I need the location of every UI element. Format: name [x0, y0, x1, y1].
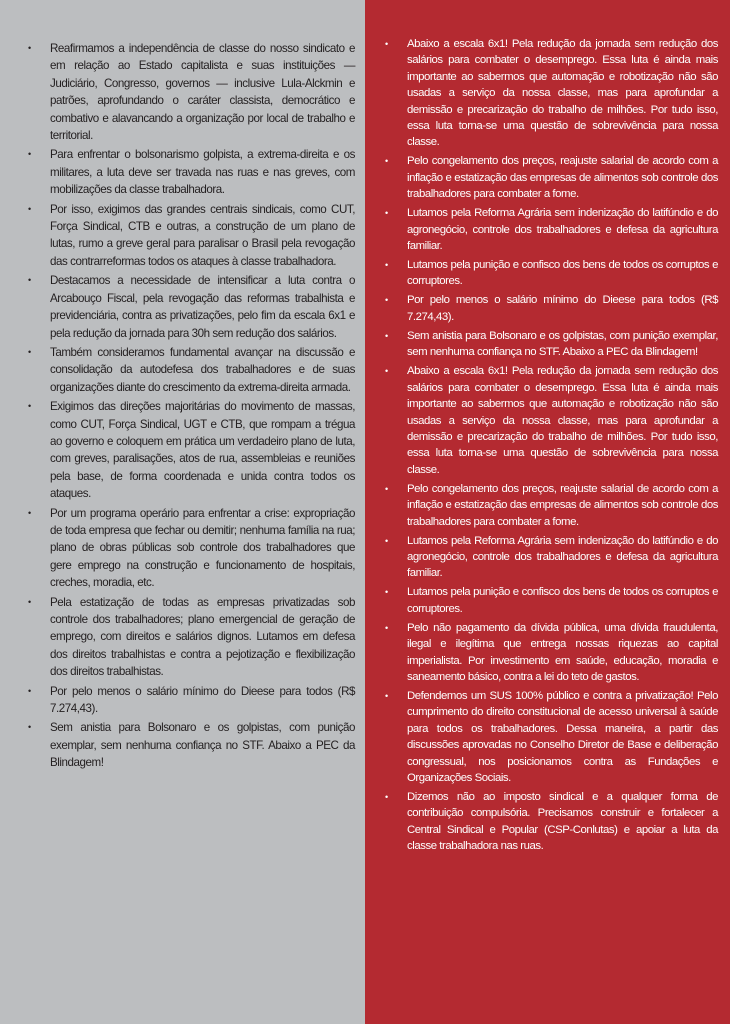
- right-item-text: Por pelo menos o salário mínimo do Dieese para todos (R$ 7.274,43).: [407, 294, 718, 323]
- left-item-text: Por isso, exigimos das grandes centrais sindicais, como CUT, Força Sindical, CTB e outras, a construção de um plano de lutas, rumo a greve geral para paralisar o Brasil pela revogação das contrarreformas todos os ataques à classe trabalhadora.: [50, 202, 355, 268]
- left-item-text: Pela estatização de todas as empresas privatizadas sob controle dos trabalhadores; plano emergencial de geração de emprego, com direitos e salários dignos. Lutamos em defesa dos direitos trabalhistas e contra a pejotização e flexibilização dos direitos trabalhistas.: [50, 595, 355, 679]
- right-item-text: Abaixo a escala 6x1! Pela redução da jornada sem redução dos salários para combater o desemprego. Essa luta é ainda mais importante ao sabermos que automação e robotização não são usadas a serviço da nossa classe, mas para aprofundar a demissão e precarização do trabalho de milhões. Por tudo isso, essa luta torna-se uma questão de sobrevivência para nossa classe.: [407, 365, 718, 476]
- right-bullet-list: [381, 36, 718, 855]
- left-list-item: [24, 201, 355, 271]
- right-list-item: [381, 620, 718, 686]
- left-list-item: [24, 683, 355, 718]
- bullet-icon: •: [385, 39, 388, 49]
- bullet-icon: •: [28, 346, 31, 357]
- right-list-item: [381, 205, 718, 254]
- bullet-icon: •: [385, 366, 388, 377]
- bullet-icon: •: [385, 156, 388, 167]
- bullet-icon: •: [385, 295, 388, 306]
- bullet-icon: •: [385, 587, 388, 598]
- left-item-text: Sem anistia para Bolsonaro e os golpistas, com punição exemplar, sem nenhuma confiança no STF. Abaixo a PEC da Blindagem!: [50, 721, 355, 770]
- right-list-item: [381, 533, 718, 582]
- right-list-item: [381, 153, 718, 202]
- left-item-text: Reafirmamos a independência de classe do nosso sindicato e em relação ao Estado capitalista e suas instituições — Judiciário, Congresso, governos — inclusive Lula-Alckmin e patrões, aprofundando o caráter classista, democrático e combativo e alavancando a organização por local de trabalho e territorial.: [50, 42, 355, 143]
- right-item-text: Pelo não pagamento da dívida pública, uma dívida fraudulenta, ilegal e ilegítima que entrega nossas riquezas ao capital imperialista. Por investimento em saúde, educação, moradia e saneamento básico, contra a lei do teto de gastos.: [407, 621, 718, 683]
- left-list-item: [24, 146, 355, 198]
- bullet-icon: •: [385, 622, 388, 633]
- right-item-text: Abaixo a escala 6x1! Pela redução da jornada sem redução dos salários para combater o desemprego. Essa luta é ainda mais importante ao sabermos que automação e robotização não são usadas a serviço da nossa classe, mas para aprofundar a demissão e precarização do trabalho de milhões. Por tudo isso, essa luta torna-se uma questão de sobrevivência para nossa classe.: [407, 38, 718, 149]
- right-item-text: Defendemos um SUS 100% público e contra a privatização! Pelo cumprimento do direito constitucional de acesso universal à saúde para todos os trabalhadores. Dessa maneira, a partir das discussões aprovadas no Conselho Diretor de Base e deliberação congressual, nos posicionamos contra as Fundações e Organizações Sociais.: [407, 689, 718, 784]
- bullet-icon: •: [28, 507, 31, 518]
- bullet-icon: •: [385, 330, 388, 341]
- right-list-item: [381, 36, 718, 151]
- right-item-text: Lutamos pela punição e confisco dos bens de todos os corruptos e corruptores.: [407, 259, 718, 288]
- right-item-text: Dizemos não ao imposto sindical e a qualquer forma de contribuição compulsória. Precisamos construir e fortalecer a Central Sindical e Popular (CSP-Conlutas) e apoiar a luta da classe trabalhadora nas ruas.: [407, 791, 718, 853]
- bullet-icon: •: [385, 483, 388, 494]
- right-list-item: [381, 363, 718, 478]
- left-list-item: [24, 344, 355, 396]
- right-list-item: [381, 481, 718, 530]
- right-list-item: [381, 292, 718, 325]
- left-item-text: Destacamos a necessidade de intensificar a luta contra o Arcabouço Fiscal, pela revogação das reformas trabalhista e previdenciária, contra as privatizações, pelo fim da escala 6x1 e pela redução da jornada para 30h sem redução dos salários.: [50, 274, 355, 340]
- left-bullet-list: [24, 40, 355, 772]
- left-item-text: Também consideramos fundamental avançar na discussão e consolidação da autodefesa dos trabalhadores e de suas organizações diante do crescimento da extrema-direita armada.: [50, 345, 355, 394]
- right-list-item: [381, 257, 718, 290]
- right-list-item: [381, 789, 718, 855]
- bullet-icon: •: [28, 596, 31, 607]
- left-item-text: Por pelo menos o salário mínimo do Dieese para todos (R$ 7.274,43).: [50, 684, 355, 716]
- right-column: [365, 0, 730, 1024]
- right-item-text: Lutamos pela punição e confisco dos bens de todos os corruptos e corruptores.: [407, 586, 718, 615]
- left-item-text: Exigimos das direções majoritárias do movimento de massas, como CUT, Força Sindical, UGT e CTB, que rompam a trégua ao governo e coloquem em prática um verdadeiro plano de luta, com greves, paralisações, atos de rua, assembleias e reuniões pela base, de forma coordenada e unida contra todos os ataques.: [50, 400, 355, 501]
- left-list-item: [24, 719, 355, 771]
- bullet-icon: •: [385, 260, 388, 271]
- right-item-text: Pelo congelamento dos preços, reajuste salarial de acordo com a inflação e estatização das empresas de alimentos sob controle dos trabalhadores para combater a fome.: [407, 155, 718, 201]
- bullet-icon: •: [28, 722, 31, 733]
- bullet-icon: •: [385, 535, 388, 546]
- right-item-text: Lutamos pela Reforma Agrária sem indenização do latifúndio e do agronegócio, controle dos trabalhadores e defesa da agricultura familiar.: [407, 534, 718, 580]
- right-item-text: Lutamos pela Reforma Agrária sem indenização do latifúndio e do agronegócio, controle dos trabalhadores e defesa da agricultura familiar.: [407, 207, 718, 253]
- right-list-item: [381, 328, 718, 361]
- bullet-icon: •: [28, 275, 31, 286]
- right-item-text: Pelo congelamento dos preços, reajuste salarial de acordo com a inflação e estatização das empresas de alimentos sob controle dos trabalhadores para combater a fome.: [407, 482, 718, 528]
- left-list-item: [24, 40, 355, 144]
- bullet-icon: •: [28, 685, 31, 696]
- left-list-item: [24, 594, 355, 681]
- bullet-icon: •: [28, 203, 31, 214]
- right-list-item: [381, 584, 718, 617]
- bullet-icon: •: [385, 690, 388, 701]
- bullet-icon: •: [28, 43, 31, 53]
- right-list-item: [381, 688, 718, 786]
- left-list-item: [24, 272, 355, 342]
- bullet-icon: •: [385, 208, 388, 219]
- left-list-item: [24, 398, 355, 502]
- right-item-text: Sem anistia para Bolsonaro e os golpistas, com punição exemplar, sem nenhuma confiança no STF. Abaixo a PEC da Blindagem!: [407, 329, 718, 359]
- bullet-icon: •: [385, 792, 388, 802]
- left-item-text: Por um programa operário para enfrentar a crise: expropriação de toda empresa que fechar ou demitir; nenhuma família na rua; plano de obras públicas sob controle dos trabalhadores que gere emprego na construção e funcionamento de hospitais, creches, moradia, etc.: [50, 506, 355, 590]
- left-item-text: Para enfrentar o bolsonarismo golpista, a extrema-direita e os militares, a luta deve ser travada nas ruas e nas greves, com mobilizações da classe trabalhadora.: [50, 148, 355, 197]
- bullet-icon: •: [28, 401, 31, 412]
- left-list-item: [24, 505, 355, 592]
- bullet-icon: •: [28, 149, 31, 160]
